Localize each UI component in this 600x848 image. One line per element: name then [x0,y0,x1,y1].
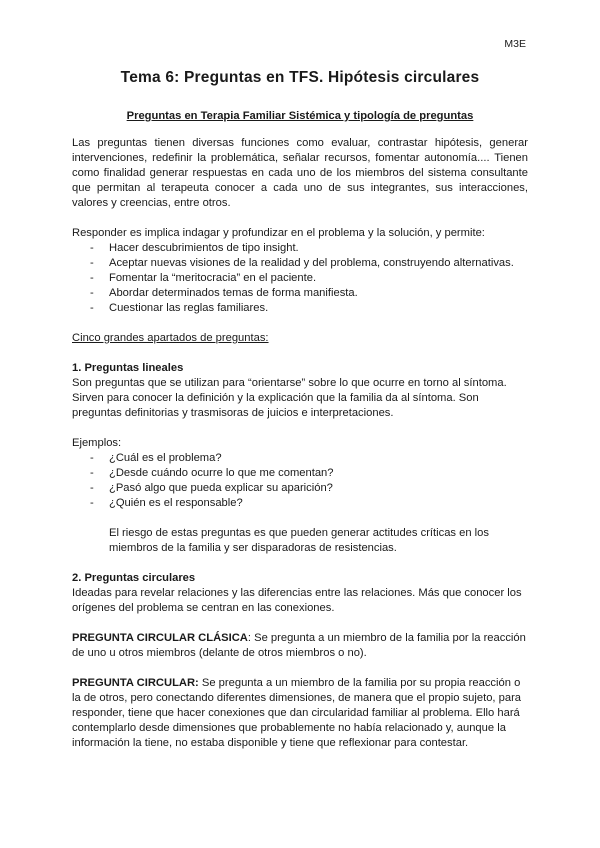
spacer [72,661,528,676]
spacer [72,616,528,631]
risk-paragraph: El riesgo de estas preguntas es que pueden generar actitudes críticas en los miembros de la familia y ser disparadoras de resistencias. [109,527,489,554]
spacer [72,421,528,436]
list-item: - ¿Pasó algo que pueda explicar su aparición? [72,481,528,496]
circular-label: PREGUNTA CIRCULAR: [72,677,199,689]
list-item: - Hacer descubrimientos de tipo insight. [72,241,528,256]
section2-text: Ideadas para revelar relaciones y las diferencias entre las relaciones. Más que conocer los orígenes del problema se centran en las conexiones. [72,587,522,614]
examples-list [72,451,528,511]
spacer [72,511,528,526]
spacer [72,346,528,361]
list-item: - Cuestionar las reglas familiares. [72,301,528,316]
list-item: - Fomentar la “meritocracia” en el paciente. [72,271,528,286]
intro-paragraph: Las preguntas tienen diversas funciones como evaluar, contrastar hipótesis, generar intervenciones, redefinir la problemática, señalar recursos, fomentar autonomía.... Tienen como finalidad generar respuestas en cada uno de los miembros del sistema consultante que permitan al terapeuta conocer a cada uno de sus integrantes, sus interacciones, valores y creencias, entre otros. [72,137,528,209]
list-item: - Abordar determinados temas de forma manifiesta. [72,286,528,301]
list-item: - ¿Desde cuándo ocurre lo que me comentan? [72,466,528,481]
section2-heading: 2. Preguntas circulares [72,572,196,584]
page-subtitle: Preguntas en Terapia Familiar Sistémica y tipología de preguntas [126,110,474,122]
section1-heading: 1. Preguntas lineales [72,362,184,374]
clasica-label: PREGUNTA CIRCULAR CLÁSICA [72,632,248,644]
cinco-heading: Cinco grandes apartados de preguntas: [72,332,269,344]
examples-label: Ejemplos: [72,437,122,449]
clasica-paragraph [72,631,528,661]
spacer [72,316,528,331]
list-item: - ¿Quién es el responsable? [72,496,528,511]
page-title: Tema 6: Preguntas en TFS. Hipótesis circulares [120,69,480,86]
circular-paragraph [72,676,528,751]
list-item: - Aceptar nuevas visiones de la realidad y del problema, construyendo alternativas. [72,256,528,271]
circular-text: Se pregunta a un miembro de la familia por su propia reacción o la de otros, pero conectando diferentes dimensiones, de manera que el propio sujeto, para responder, tiene que hacer conexiones que dan circularidad familiar al problema. Ello hará contemplarlo desde dimensiones que probablemente no había relacionado y, aunque la información la tiene, no estaba disponible y tiene que reflexionar para contestar. [72,677,522,749]
list-item: - ¿Cuál es el problema? [72,451,528,466]
document-body [72,136,528,751]
clasica-text: : Se pregunta a un miembro de la familia por la reacción de uno u otros miembros (delante de otros miembros o no). [72,632,526,659]
spacer [72,556,528,571]
corner-label: M3E [504,38,526,50]
section1-text: Son preguntas que se utilizan para “orientarse” sobre lo que ocurre en torno al síntoma. Sirven para conocer la definición y la explicación que la familia da al síntoma. Son preguntas definitorias y trasmisoras de juicios e interpretaciones. [72,377,507,419]
responder-intro: Responder es implica indagar y profundizar en el problema y la solución, y permite: [72,227,485,239]
spacer [72,211,528,226]
responder-list [72,241,528,316]
